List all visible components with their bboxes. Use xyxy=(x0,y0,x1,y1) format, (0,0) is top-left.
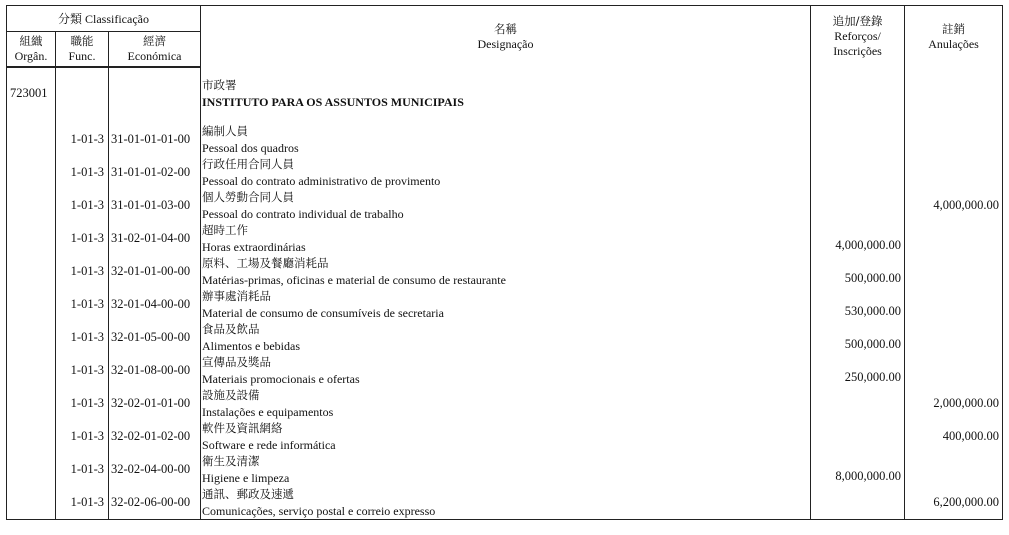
reforcos-header-pt2: Inscrições xyxy=(833,44,882,58)
organica-header-zh: 組織 xyxy=(19,34,43,48)
funcional-code: 1-01-3 xyxy=(56,453,109,486)
table-row xyxy=(7,288,1003,321)
designation-zh: 衛生及清潔 xyxy=(202,454,260,468)
table-row xyxy=(7,189,1003,222)
anulacoes-amount xyxy=(905,288,1003,321)
designation-pt: Comunicações, serviço postal e correio expresso xyxy=(202,504,436,518)
reforcos-amount: 500,000.00 xyxy=(811,321,905,354)
designation-header-pt: Designação xyxy=(477,36,534,51)
reforcos-header-pt1: Reforços/ xyxy=(834,29,881,43)
organica-cell xyxy=(7,486,56,520)
funcional-code: 1-01-3 xyxy=(56,354,109,387)
designation-cell xyxy=(201,288,811,321)
anulacoes-header xyxy=(905,6,1003,68)
anulacoes-amount xyxy=(905,321,1003,354)
designation-zh: 編制人員 xyxy=(202,124,249,138)
funcional-header-pt: Func. xyxy=(68,49,96,63)
funcional-code: 1-01-3 xyxy=(56,387,109,420)
anulacoes-header-pt: Anulações xyxy=(928,36,979,51)
funcional-code: 1-01-3 xyxy=(56,189,109,222)
economica-code: 31-02-01-04-00 xyxy=(109,222,201,255)
economica-code: 32-02-04-00-00 xyxy=(109,453,201,486)
table-row xyxy=(7,420,1003,453)
economica-code: 32-01-05-00-00 xyxy=(109,321,201,354)
designation-pt: Matérias-primas, oficinas e material de consumo de restaurante xyxy=(202,273,506,287)
organica-cell xyxy=(7,453,56,486)
designation-cell xyxy=(201,387,811,420)
economica-header-pt: Económica xyxy=(127,49,182,63)
designation-pt: Horas extraordinárias xyxy=(202,240,306,254)
designation-pt: Instalações e equipamentos xyxy=(202,405,334,419)
organica-cell xyxy=(7,321,56,354)
organica-cell xyxy=(7,156,56,189)
table-row xyxy=(7,486,1003,520)
table-row xyxy=(7,123,1003,156)
anulacoes-amount xyxy=(905,123,1003,156)
designation-zh: 宣傳品及獎品 xyxy=(202,355,272,369)
funcional-code: 1-01-3 xyxy=(56,486,109,520)
anulacoes-amount xyxy=(905,255,1003,288)
designation-zh: 設施及設備 xyxy=(202,388,260,402)
designation-header-zh: 名稱 xyxy=(494,21,518,36)
designation-cell xyxy=(201,222,811,255)
reforcos-amount xyxy=(811,156,905,189)
reforcos-amount: 500,000.00 xyxy=(811,255,905,288)
reforcos-amount xyxy=(811,420,905,453)
economica-header-zh: 經濟 xyxy=(143,34,166,48)
funcional-header-zh: 職能 xyxy=(70,34,94,48)
anulacoes-amount: 6,200,000.00 xyxy=(905,486,1003,520)
table-row xyxy=(7,255,1003,288)
anulacoes-amount: 400,000.00 xyxy=(905,420,1003,453)
designation-pt: Material de consumo de consumíveis de secretaria xyxy=(202,306,444,320)
funcional-code: 1-01-3 xyxy=(56,420,109,453)
economica-code: 31-01-01-01-00 xyxy=(109,123,201,156)
economica-code: 32-02-01-01-00 xyxy=(109,387,201,420)
economica-code: 32-01-08-00-00 xyxy=(109,354,201,387)
funcional-code: 1-01-3 xyxy=(56,255,109,288)
entity-anulacoes-cell xyxy=(905,67,1003,123)
designation-zh: 食品及飲品 xyxy=(202,322,260,336)
table-row xyxy=(7,321,1003,354)
designation-zh: 辦事處消耗品 xyxy=(202,289,272,303)
organica-cell xyxy=(7,354,56,387)
table-body xyxy=(7,67,1003,520)
anulacoes-amount: 2,000,000.00 xyxy=(905,387,1003,420)
entity-code: 723001 xyxy=(7,67,56,123)
anulacoes-amount xyxy=(905,156,1003,189)
anulacoes-amount xyxy=(905,453,1003,486)
designation-cell xyxy=(201,123,811,156)
classification-header: 分類 Classificação xyxy=(7,6,201,32)
budget-page xyxy=(6,5,1002,525)
designation-cell xyxy=(201,321,811,354)
organica-cell xyxy=(7,222,56,255)
anulacoes-header-zh: 註銷 xyxy=(942,21,966,36)
organica-header xyxy=(7,32,56,68)
reforcos-amount: 530,000.00 xyxy=(811,288,905,321)
economica-code: 31-01-01-02-00 xyxy=(109,156,201,189)
economica-code: 32-02-01-02-00 xyxy=(109,420,201,453)
reforcos-header xyxy=(811,6,905,68)
economica-header xyxy=(109,32,201,68)
organica-cell xyxy=(7,189,56,222)
designation-pt: Pessoal do contrato individual de trabalho xyxy=(202,207,404,221)
economica-code: 32-01-04-00-00 xyxy=(109,288,201,321)
designation-cell xyxy=(201,420,811,453)
designation-cell xyxy=(201,486,811,520)
organica-cell xyxy=(7,387,56,420)
anulacoes-amount xyxy=(905,222,1003,255)
designation-cell xyxy=(201,354,811,387)
table-row xyxy=(7,453,1003,486)
economica-code: 32-01-01-00-00 xyxy=(109,255,201,288)
funcional-code: 1-01-3 xyxy=(56,123,109,156)
designation-cell xyxy=(201,189,811,222)
reforcos-amount xyxy=(811,123,905,156)
designation-header xyxy=(201,6,811,68)
entity-econ-cell xyxy=(109,67,201,123)
table-row xyxy=(7,354,1003,387)
reforcos-amount xyxy=(811,387,905,420)
designation-cell xyxy=(201,453,811,486)
reforcos-header-zh: 追加/登錄 xyxy=(832,14,883,28)
economica-code: 31-01-01-03-00 xyxy=(109,189,201,222)
entity-func-cell xyxy=(56,67,109,123)
designation-cell xyxy=(201,156,811,189)
entity-row xyxy=(7,67,1003,123)
funcional-code: 1-01-3 xyxy=(56,156,109,189)
table-row xyxy=(7,156,1003,189)
economica-code: 32-02-06-00-00 xyxy=(109,486,201,520)
anulacoes-amount xyxy=(905,354,1003,387)
entity-name-zh: 市政署 xyxy=(202,78,237,92)
funcional-code: 1-01-3 xyxy=(56,288,109,321)
reforcos-amount: 8,000,000.00 xyxy=(811,453,905,486)
designation-pt: Pessoal dos quadros xyxy=(202,141,299,155)
designation-zh: 原料、工場及餐廳消耗品 xyxy=(202,256,329,270)
funcional-code: 1-01-3 xyxy=(56,222,109,255)
organica-cell xyxy=(7,288,56,321)
funcional-header xyxy=(56,32,109,68)
entity-designation xyxy=(201,67,811,123)
anulacoes-amount: 4,000,000.00 xyxy=(905,189,1003,222)
entity-reforcos-cell xyxy=(811,67,905,123)
designation-pt: Materiais promocionais e ofertas xyxy=(202,372,360,386)
designation-pt: Pessoal do contrato administrativo de provimento xyxy=(202,174,441,188)
funcional-code: 1-01-3 xyxy=(56,321,109,354)
designation-zh: 通訊、郵政及速遞 xyxy=(202,487,295,501)
reforcos-amount xyxy=(811,486,905,520)
designation-pt: Alimentos e bebidas xyxy=(202,339,300,353)
budget-table xyxy=(6,5,1003,520)
reforcos-amount xyxy=(811,189,905,222)
designation-zh: 超時工作 xyxy=(202,223,249,237)
table-row xyxy=(7,387,1003,420)
reforcos-amount: 250,000.00 xyxy=(811,354,905,387)
designation-zh: 行政任用合同人員 xyxy=(202,157,295,171)
organica-cell xyxy=(7,123,56,156)
organica-cell xyxy=(7,255,56,288)
entity-name-pt: INSTITUTO PARA OS ASSUNTOS MUNICIPAIS xyxy=(202,95,464,109)
designation-zh: 軟件及資訊網絡 xyxy=(202,421,283,435)
table-row xyxy=(7,222,1003,255)
organica-cell xyxy=(7,420,56,453)
organica-header-pt: Orgân. xyxy=(14,49,48,63)
designation-zh: 個人勞動合同人員 xyxy=(202,190,295,204)
designation-pt: Higiene e limpeza xyxy=(202,471,290,485)
reforcos-amount: 4,000,000.00 xyxy=(811,222,905,255)
designation-cell xyxy=(201,255,811,288)
table-header xyxy=(7,6,1003,68)
designation-pt: Software e rede informática xyxy=(202,438,336,452)
